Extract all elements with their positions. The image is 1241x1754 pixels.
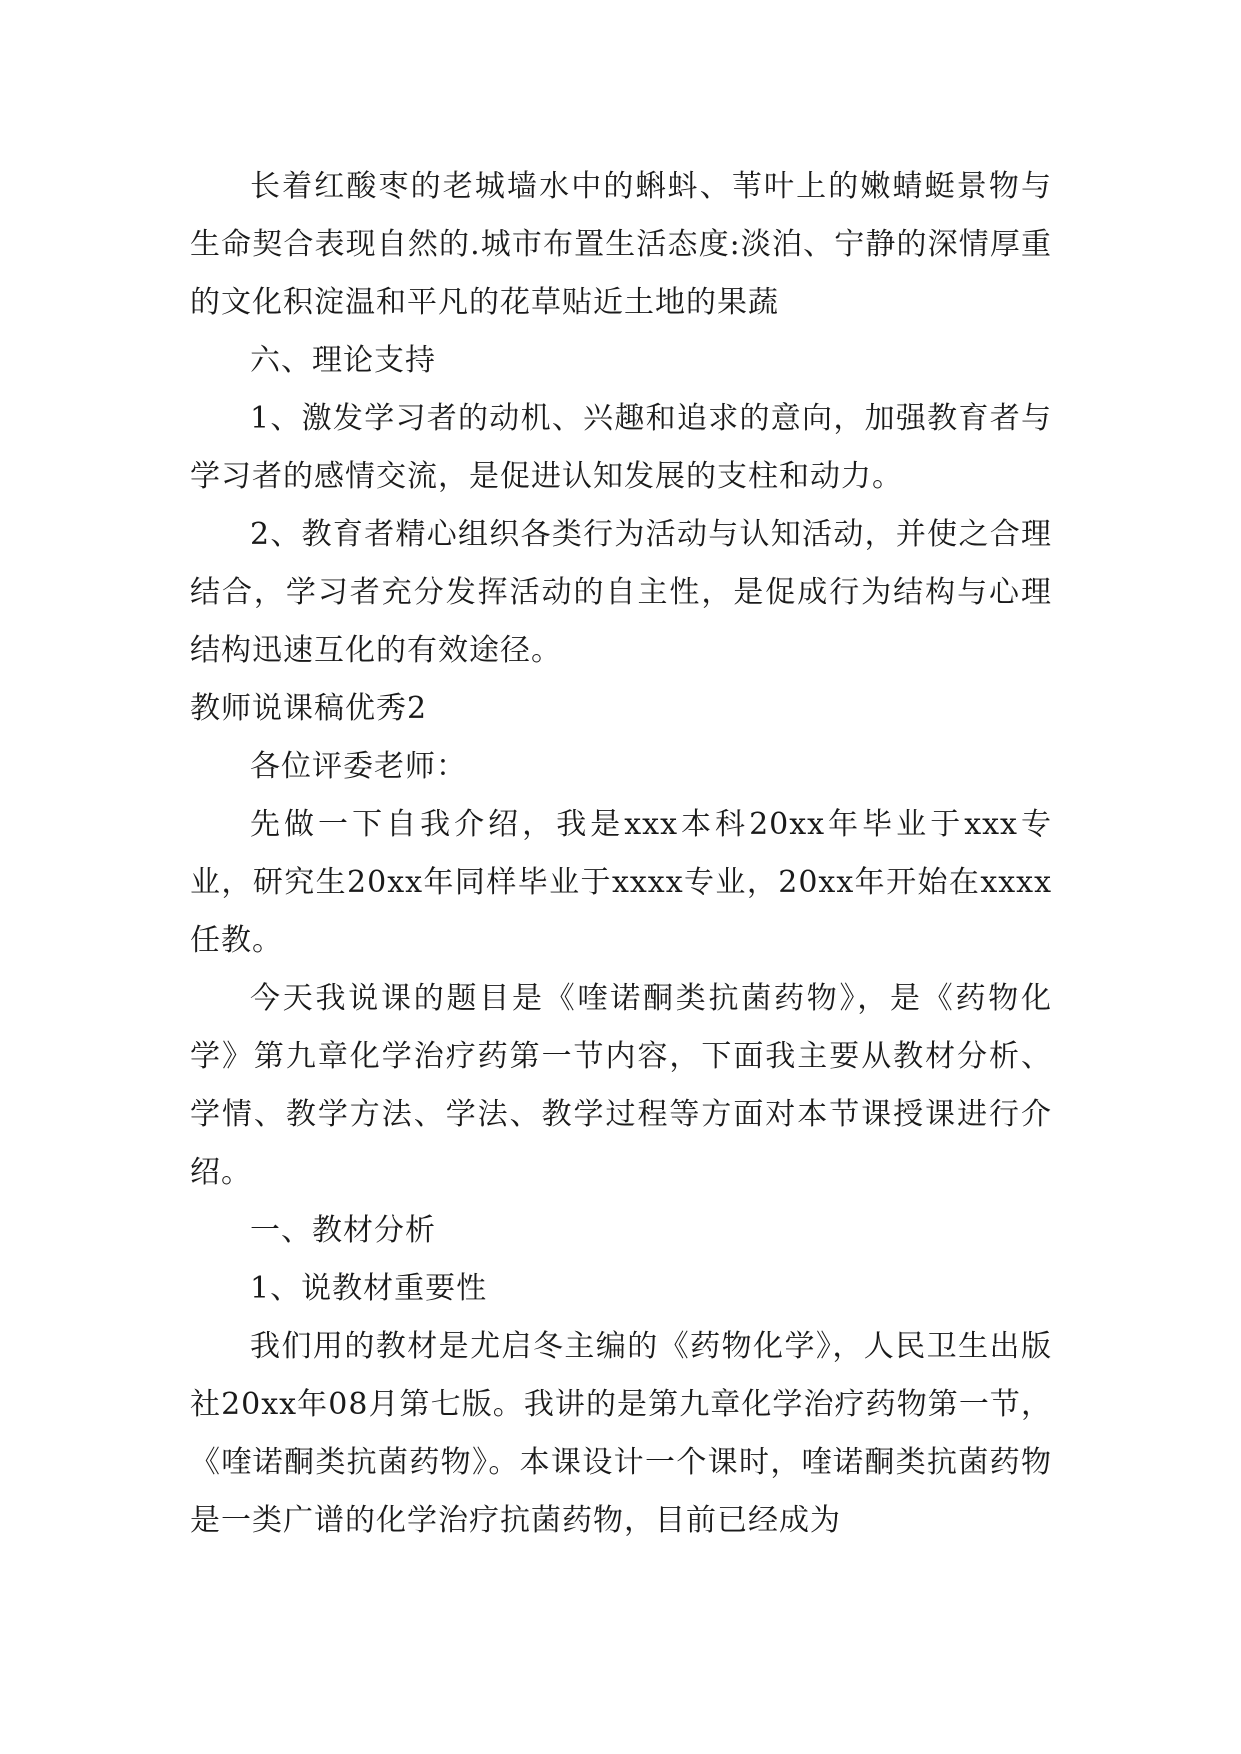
section-heading-textbook-analysis: 一、教材分析 (250, 1213, 436, 1248)
section-heading-theory-support: 六、理论支持 (250, 343, 436, 378)
document-body (190, 158, 1052, 1550)
paragraph-scenery: 长着红酸枣的老城墙水中的蝌蚪、苇叶上的嫩蜻蜓景物与生命契合表现自然的.城市布置生活态度:淡泊、宁静的深情厚重的文化积淀温和平凡的花草贴近土地的果蔬 (190, 169, 1052, 320)
paragraph-theory-2: 2、教育者精心组织各类行为活动与认知活动，并使之合理结合，学习者充分发挥活动的自主性，是促成行为结构与心理结构迅速互化的有效途径。 (190, 517, 1052, 668)
paragraph-theory-1: 1、激发学习者的动机、兴趣和追求的意向，加强教育者与学习者的感情交流，是促进认知发展的支柱和动力。 (190, 401, 1052, 494)
article-title: 教师说课稿优秀2 (190, 691, 428, 726)
paragraph-topic: 今天我说课的题目是《喹诺酮类抗菌药物》，是《药物化学》第九章化学治疗药第一节内容，下面我主要从教材分析、学情、教学方法、学法、教学过程等方面对本节课授课进行介绍。 (190, 981, 1052, 1190)
subheading-textbook-importance: 1、说教材重要性 (250, 1271, 488, 1306)
paragraph-self-intro: 先做一下自我介绍，我是xxx本科20xx年毕业于xxx专业，研究生20xx年同样毕业于xxxx专业，20xx年开始在xxxx任教。 (190, 807, 1052, 958)
greeting: 各位评委老师： (250, 749, 467, 784)
paragraph-textbook: 我们用的教材是尤启冬主编的《药物化学》，人民卫生出版社20xx年08月第七版。我讲的是第九章化学治疗药物第一节，《喹诺酮类抗菌药物》。本课设计一个课时，喹诺酮类抗菌药物是一类广谱的化学治疗抗菌药物，目前已经成为 (190, 1329, 1052, 1538)
